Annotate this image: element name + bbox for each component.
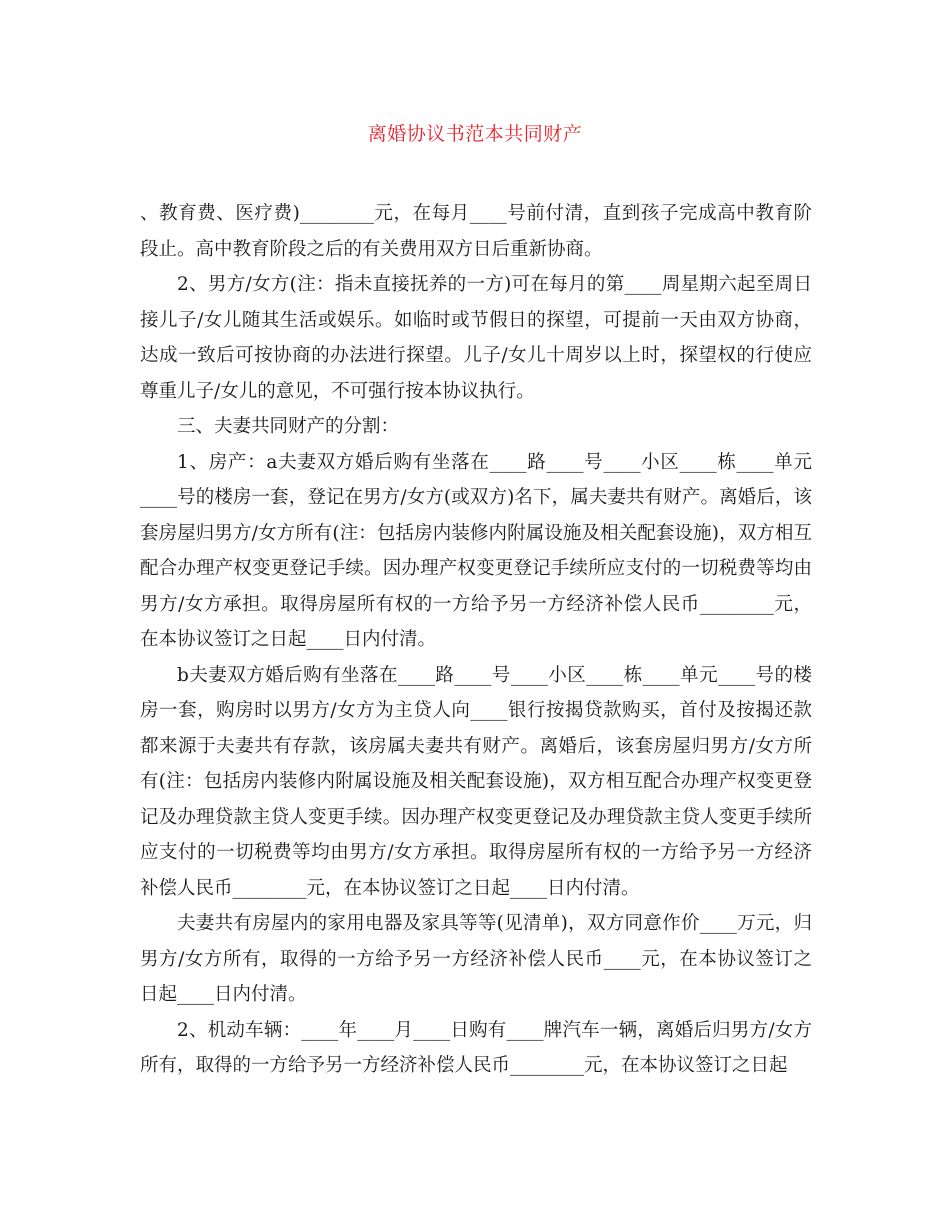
section-heading: 三、夫妻共同财产的分割： — [177, 416, 400, 437]
paragraph: 、教育费、医疗费)________元，在每月____号前付清，直到孩子完成高中教育阶段止。高中教育阶段之后的有关费用双方日后重新协商。 — [140, 203, 812, 260]
paragraph: 2、男方/女方(注：指未直接抚养的一方)可在每月的第____周星期六起至周日接儿子/女儿随其生活或娱乐。如临时或节假日的探望，可提前一天由双方协商，达成一致后可按协商的办法进行探望。儿子/女儿十周岁以上时，探望权的行使应尊重儿子/女儿的意见，不可强行按本协议执行。 — [140, 274, 812, 402]
document-body — [140, 196, 812, 1084]
paragraph: 夫妻共有房屋内的家用电器及家具等等(见清单)，双方同意作价____万元，归男方/女方所有，取得的一方给予另一方经济补偿人民币____元，在本协议签订之日起____日内付清。 — [140, 913, 812, 1005]
paragraph: 1、房产：a夫妻双方婚后购有坐落在____路____号____小区____栋____单元____号的楼房一套，登记在男方/女方(或双方)名下，属夫妻共有财产。离婚后，该套房屋归男方/女方所有(注：包括房内装修内附属设施及相关配套设施)，双方相互配合办理产权变更登记手续。因办理产权变更登记手续所应支付的一切税费等均由男方/女方承担。取得房屋所有权的一方给予另一方经济补偿人民币________元，在本协议签订之日起____日内付清。 — [140, 451, 812, 650]
paragraph: 2、机动车辆：____年____月____日购有____牌汽车一辆，离婚后归男方/女方所有，取得的一方给予另一方经济补偿人民币________元，在本协议签订之日起 — [140, 1019, 812, 1076]
document-title: 离婚协议书范本共同财产 — [367, 123, 583, 145]
paragraph: b夫妻双方婚后购有坐落在____路____号____小区____栋____单元____号的楼房一套，购房时以男方/女方为主贷人向____银行按揭贷款购买，首付及按揭还款都来源于夫妻共有存款，该房属夫妻共有财产。离婚后，该套房屋归男方/女方所有(注：包括房内装修内附属设施及相关配套设施)，双方相互配合办理产权变更登记及办理贷款主贷人变更手续。因办理产权变更登记及办理贷款主贷人变更手续所应支付的一切税费等均由男方/女方承担。取得房屋所有权的一方给予另一方经济补偿人民币________元，在本协议签订之日起____日内付清。 — [140, 664, 812, 899]
